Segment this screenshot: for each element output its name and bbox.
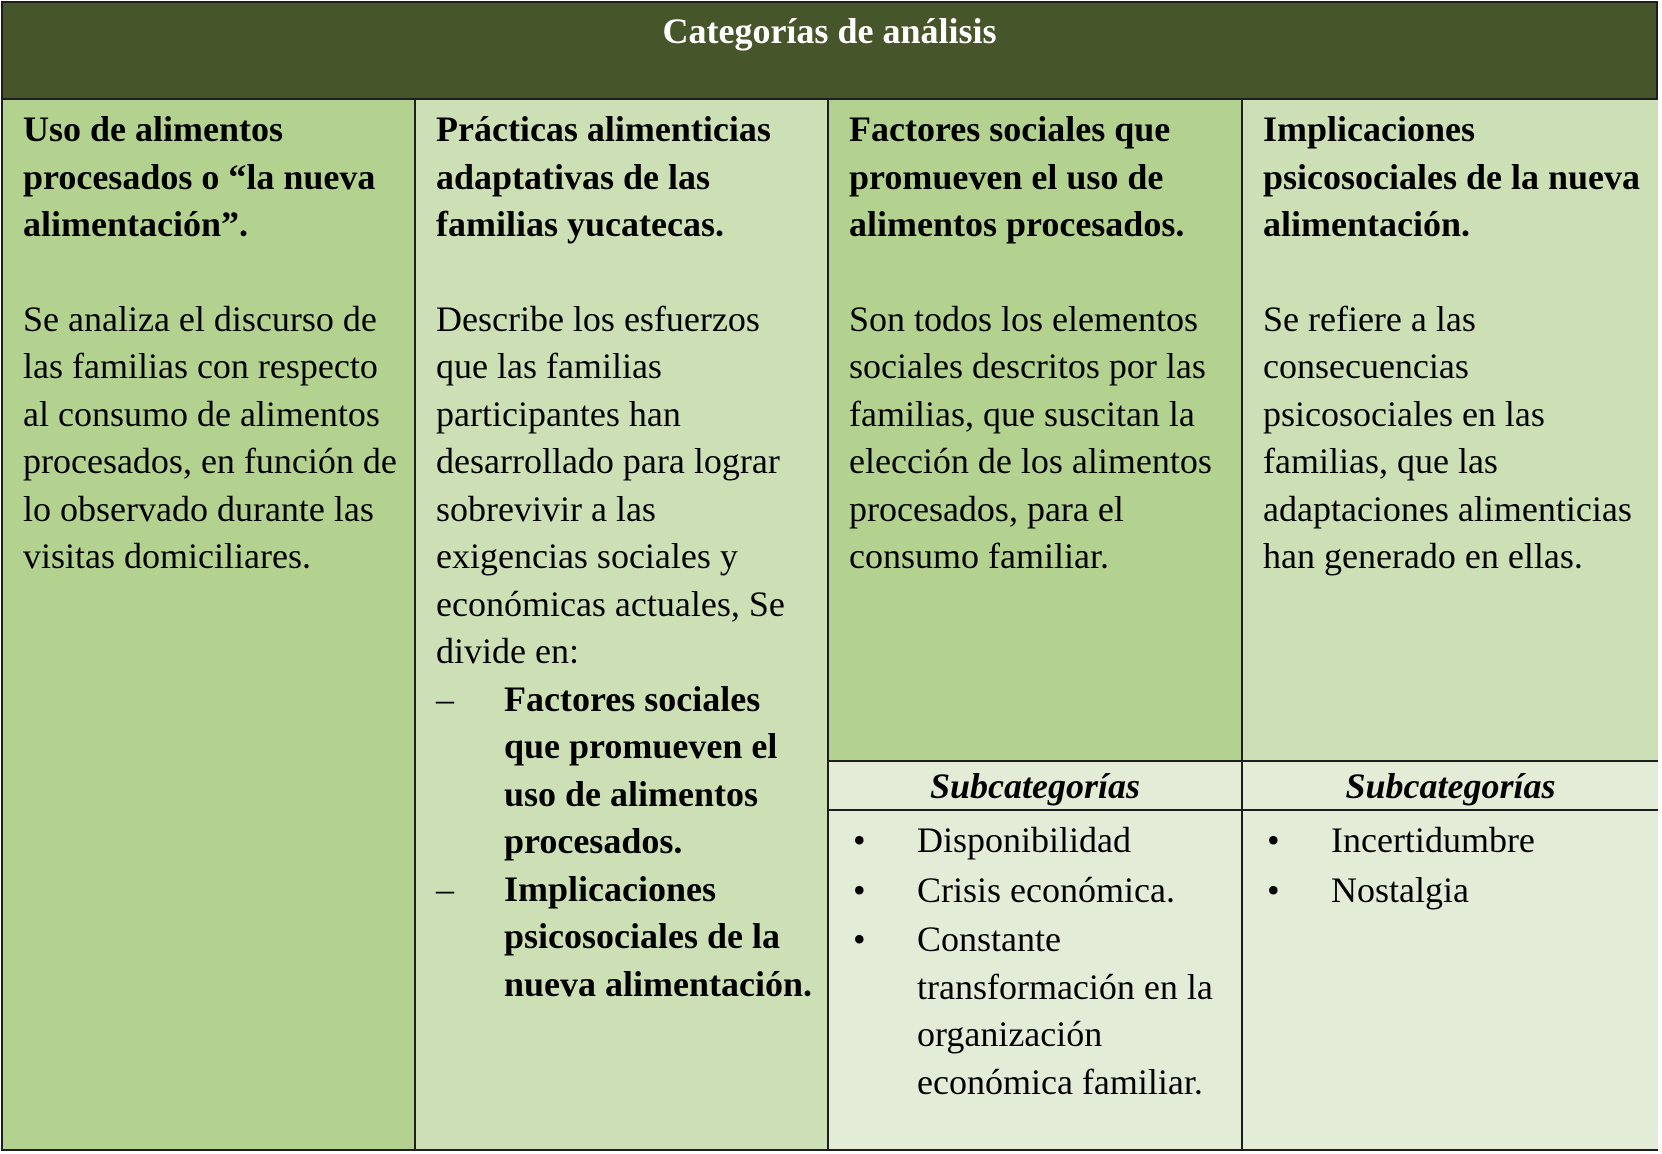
subcategory-label: Constante transformación en la organización económica familiar.	[917, 919, 1213, 1102]
division-label: Factores sociales que promueven el uso de alimentos procesados.	[504, 678, 778, 861]
category-description: Son todos los elementos sociales descritos por las familias, que suscitan la elección de los alimentos procesados, para el consumo familiar.	[849, 298, 1212, 576]
categories-table	[1, 1, 1658, 1151]
list-item	[1263, 867, 1644, 915]
subcategory-label: Crisis económica.	[917, 869, 1175, 910]
bullet-icon: •	[853, 820, 866, 860]
dash-icon: –	[436, 868, 454, 909]
division-list	[436, 676, 813, 1009]
list-item	[436, 676, 813, 866]
subcategory-label: Incertidumbre	[1331, 820, 1535, 860]
subcategories-header-3: Subcategorías	[829, 760, 1243, 811]
category-column-2	[416, 100, 829, 1149]
subcategory-list	[849, 815, 1227, 1106]
list-item	[436, 866, 813, 1009]
list-item	[849, 867, 1227, 915]
category-title: Implicaciones psicosociales de la nueva alimentación.	[1263, 109, 1641, 244]
category-column-1	[3, 100, 416, 1149]
category-title: Prácticas alimenticias adaptativas de las familias yucatecas.	[436, 109, 771, 244]
list-item	[849, 916, 1227, 1106]
subcategory-label: Nostalgia	[1331, 869, 1469, 910]
list-item	[1263, 817, 1644, 865]
subcategory-list	[1263, 815, 1644, 914]
category-description: Describe los esfuerzos que las familias participantes han desarrollado para lograr sobrevivir a las exigencias sociales y económicas actuales, Se divide en:	[436, 298, 785, 671]
category-description: Se refiere a las consecuencias psicosociales en las familias, que las adaptaciones alimenticias han generado en ellas.	[1263, 298, 1632, 576]
bullet-icon: •	[1267, 820, 1280, 860]
dash-icon: –	[436, 678, 454, 719]
subcategories-body-3	[829, 811, 1243, 1149]
subcategories-header-4: Subcategorías	[1243, 760, 1658, 811]
category-title: Uso de alimentos procesados o “la nueva alimentación”.	[23, 109, 376, 244]
table-title: Categorías de análisis	[662, 11, 997, 51]
table-header	[3, 3, 1656, 100]
subcategory-label: Disponibilidad	[917, 820, 1131, 860]
category-column-3	[829, 100, 1243, 760]
list-item	[849, 817, 1227, 865]
bullet-icon: •	[853, 869, 866, 910]
category-title: Factores sociales que promueven el uso de alimentos procesados.	[849, 109, 1185, 244]
bullet-icon: •	[1267, 869, 1280, 910]
subcategories-body-4	[1243, 811, 1658, 1149]
bullet-icon: •	[853, 919, 866, 959]
category-description: Se analiza el discurso de las familias con respecto al consumo de alimentos procesados, en función de lo observado durante las visitas domiciliares.	[23, 298, 397, 576]
category-column-4	[1243, 100, 1658, 760]
division-label: Implicaciones psicosociales de la nueva alimentación.	[504, 868, 813, 1004]
